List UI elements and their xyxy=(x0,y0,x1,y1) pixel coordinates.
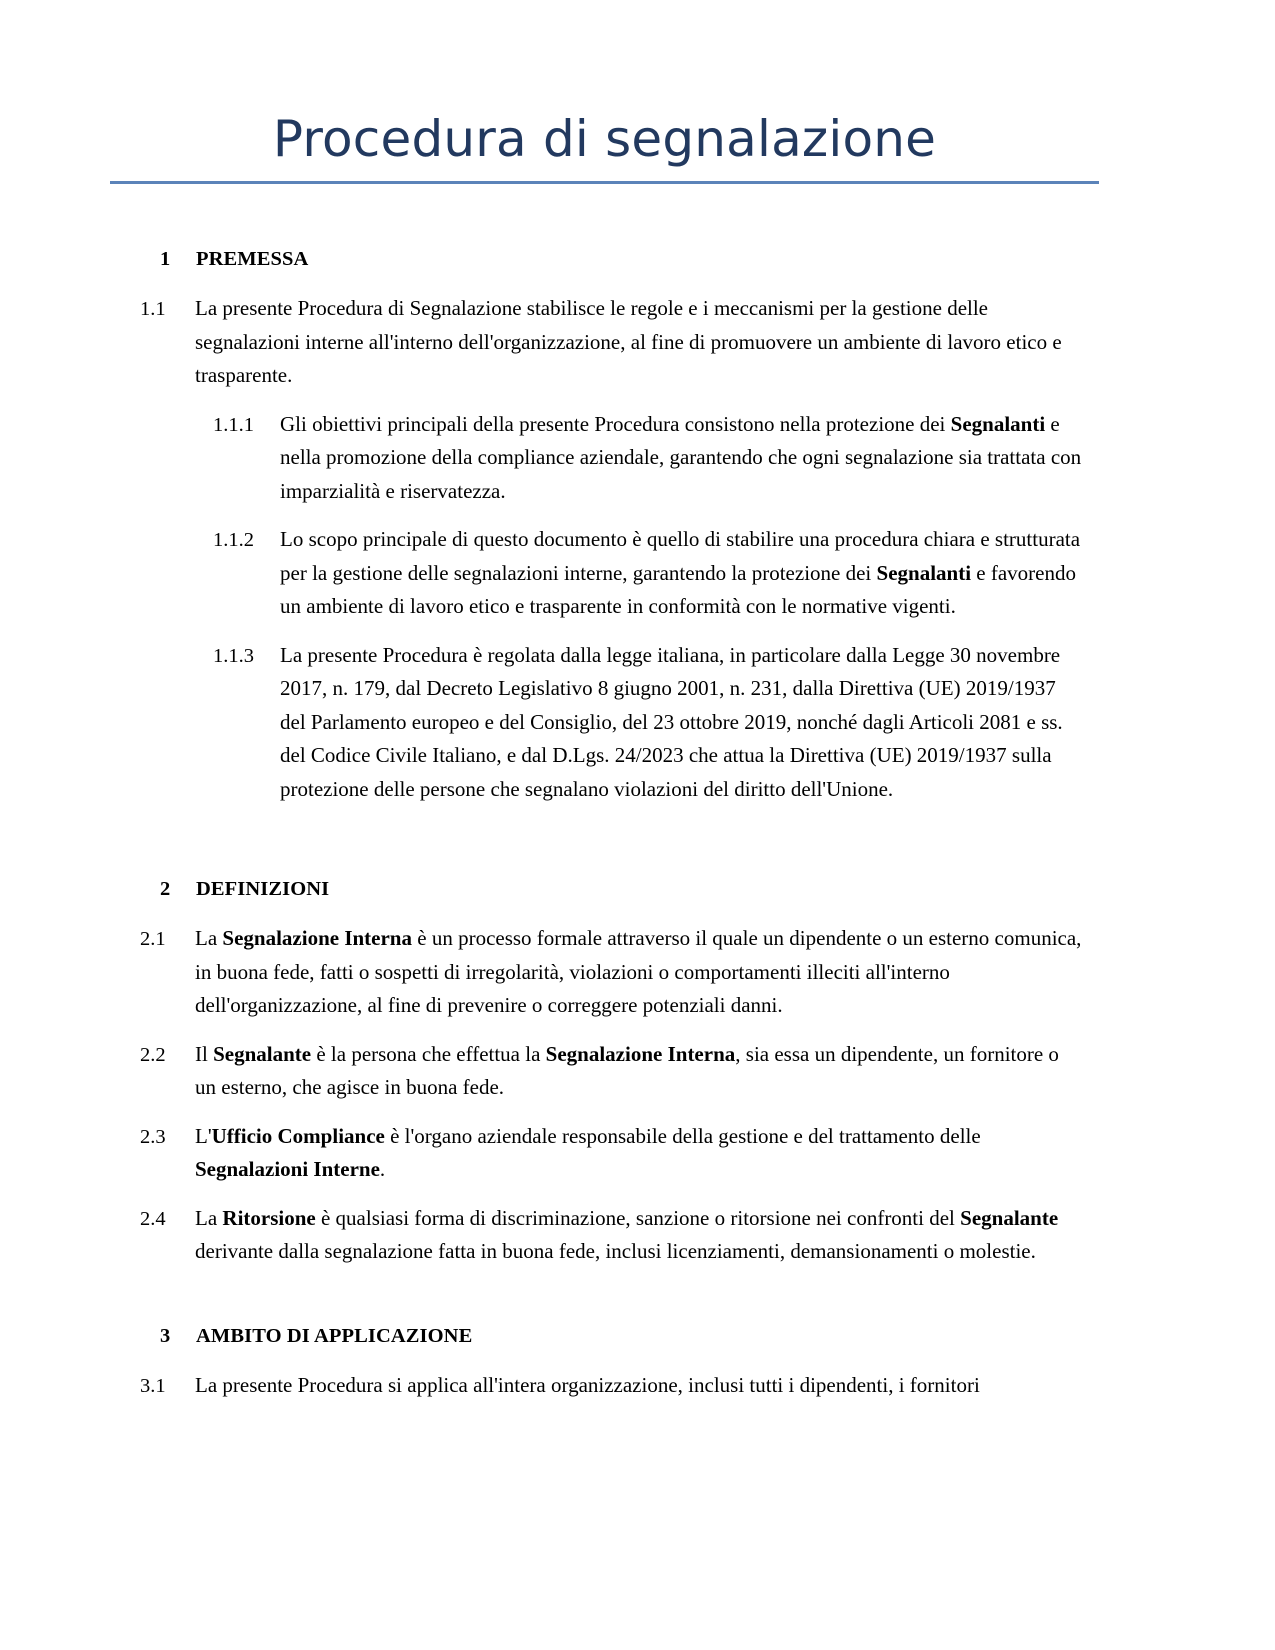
section-title: DEFINIZIONI xyxy=(196,878,330,900)
paragraph-text: La Segnalazione Interna è un processo formale attraverso il quale un dipendente o un esterno comunica, in buona fede, fatti o sospetti di irregolarità, violazioni o comportamenti illeciti all'interno dell'organizzazione, al fine di prevenire o correggere potenziali danni. xyxy=(195,926,1082,1017)
paragraph-1-1-3 xyxy=(0,639,1275,807)
paragraph-number: 3.1 xyxy=(140,1374,166,1397)
paragraph-number: 1.1.1 xyxy=(213,413,254,436)
paragraph-1-1-2 xyxy=(0,523,1275,624)
title-divider xyxy=(110,181,1099,184)
paragraph-text: La presente Procedura di Segnalazione stabilisce le regole e i meccanismi per la gestione delle segnalazioni interne all'interno dell'organizzazione, al fine di promuovere un ambiente di lavoro etico e trasparente. xyxy=(195,296,1062,387)
section-heading-1 xyxy=(0,246,1275,272)
paragraph-number: 2.4 xyxy=(140,1207,166,1230)
section-number: 2 xyxy=(160,878,171,900)
section-heading-2 xyxy=(0,876,1275,902)
paragraph-2-4 xyxy=(0,1202,1275,1269)
paragraph-text: La presente Procedura si applica all'intera organizzazione, inclusi tutti i dipendenti, i fornitori xyxy=(195,1372,980,1397)
paragraph-text: Lo scopo principale di questo documento è quello di stabilire una procedura chiara e strutturata per la gestione delle segnalazioni interne, garantendo la protezione dei Segnalanti e favorendo un ambiente di lavoro etico e trasparente in conformità con le normative vigenti. xyxy=(280,527,1081,618)
paragraph-2-1 xyxy=(0,922,1275,1023)
document-body xyxy=(0,246,1275,1403)
paragraph-text: La presente Procedura è regolata dalla legge italiana, in particolare dalla Legge 30 novembre 2017, n. 179, dal Decreto Legislativo 8 giugno 2001, n. 231, dalla Direttiva (UE) 2019/1937 del Parlamento europeo e del Consiglio, del 23 ottobre 2019, nonché dagli Articoli 2081 e ss. del Codice Civile Italiano, e dal D.Lgs. 24/2023 che attua la Direttiva (UE) 2019/1937 sulla protezione delle persone che segnalano violazioni del diritto dell'Unione. xyxy=(280,642,1063,801)
paragraph-2-3 xyxy=(0,1120,1275,1187)
section-title: AMBITO DI APPLICAZIONE xyxy=(196,1324,473,1347)
paragraph-number: 2.1 xyxy=(140,928,166,950)
paragraph-3-1 xyxy=(0,1369,1275,1404)
section-number: 1 xyxy=(160,248,171,270)
section-title: PREMESSA xyxy=(196,248,309,270)
paragraph-1-1-1 xyxy=(0,408,1275,509)
section-heading-3 xyxy=(0,1323,1275,1349)
paragraph-text: Il Segnalante è la persona che effettua la Segnalazione Interna, sia essa un dipendente, un fornitore o un esterno, che agisce in buona fede. xyxy=(195,1041,1059,1099)
paragraph-number: 1.1.3 xyxy=(213,644,254,667)
section-number: 3 xyxy=(160,1324,171,1347)
paragraph-number: 2.3 xyxy=(140,1125,166,1148)
paragraph-number: 2.2 xyxy=(140,1043,166,1066)
paragraph-text: L'Ufficio Compliance è l'organo aziendale responsabile della gestione e del trattamento delle Segnalazioni Interne. xyxy=(195,1123,981,1181)
paragraph-number: 1.1 xyxy=(140,298,166,320)
page-title: Procedura di segnalazione xyxy=(272,110,937,168)
paragraph-number: 1.1.2 xyxy=(213,529,254,551)
paragraph-text: Gli obiettivi principali della presente Procedura consistono nella protezione dei Segnalanti e nella promozione della compliance aziendale, garantendo che ogni segnalazione sia trattata con imparzialità e riservatezza. xyxy=(280,411,1082,503)
document-header xyxy=(110,108,1099,184)
paragraph-1-1 xyxy=(0,292,1275,393)
paragraph-text: La Ritorsione è qualsiasi forma di discriminazione, sanzione o ritorsione nei confronti del Segnalante derivante dalla segnalazione fatta in buona fede, inclusi licenziamenti, demansionamenti o molestie. xyxy=(195,1205,1059,1263)
paragraph-2-2 xyxy=(0,1038,1275,1105)
